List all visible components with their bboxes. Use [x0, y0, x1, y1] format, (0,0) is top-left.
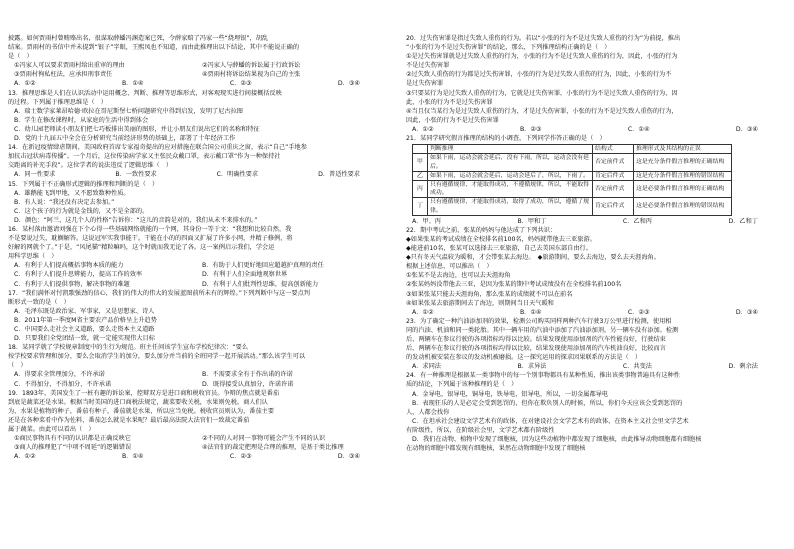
question-line: ①是过失伤害罪就是过失致人重伤的行为，小张的行为不是过失致人重伤的行为，因此，小张的行为: [406, 53, 678, 61]
answer-option: B．甲和丁: [517, 217, 547, 225]
question-line: 19．1893年，美国发生了一桩有趣的诉讼案，控辩双方是进口商和税收官员。争辩的焦点就是番茄: [8, 389, 280, 397]
question-line: 的过程。下列属于推理思维是（ ）: [8, 98, 107, 106]
question-line: A．毛泽东既是政治家、军事家，又是思想家、诗人: [14, 307, 155, 315]
question-line: ①张某不是去海边，也可以去天涯海角: [406, 272, 511, 280]
question-line: ③只要某行为是过失致人重伤的行为，它就是过失伤害罪，小张的行为不是过失致人重伤的行为，因: [406, 89, 678, 97]
statement: ④贾雨村将诉讼结果视为自己的主张: [202, 71, 301, 79]
statement: A．得要求全管理加分，不许承诺: [14, 371, 105, 379]
question-line: 24．有一种推理是根据某一类事物中的每一个别事物都具有某种性质，推出该类事物普遍具有这种性: [406, 372, 680, 380]
question-line: C．幼儿园老师读小朋友们把七巧板排出美丽的图形，并让小朋友们说出它们的名称和特征: [14, 125, 260, 133]
answer-option: D．普适性要求: [318, 171, 360, 179]
answer-option: D．③④: [337, 80, 360, 88]
question-line: 因此，小张的行为不是过失伤害罪: [406, 116, 499, 124]
statement-pair: [8, 443, 390, 452]
statement: C．有利于人们提升思辨能力，提高工作的效率: [14, 271, 143, 279]
table-row: [413, 171, 732, 180]
table-row: [413, 154, 732, 171]
table-cell: 推理形式及其结构的正误: [634, 145, 732, 154]
statement-pair: [8, 434, 390, 443]
question-line: D．党的十九届五中全会在分析研究当前经济形势的基础上，部署了十年经济工作: [14, 135, 236, 143]
answer-option: C．①④: [627, 125, 650, 133]
question-line: ②张某妈妈没带他去三亚，是因为张某的期中考试成绩没有在全校排名前100名: [406, 281, 622, 289]
reasoning-table: [412, 144, 732, 216]
table-cell: 甲: [413, 154, 428, 171]
answer-options: [406, 125, 788, 134]
table-cell: 判断推理: [428, 145, 593, 154]
question-line: B．学生在修改课程时，从家庭的生活中得到体会: [14, 116, 149, 124]
answer-options: [406, 362, 788, 371]
question-line: 不是过失伤害罪: [406, 62, 450, 70]
answer-option: D．③④: [735, 308, 758, 316]
question-line: 15．下列属于不正确形式逻辑的推理和判断的是（ ）: [8, 180, 159, 188]
table-cell: 否定前件式: [593, 154, 634, 171]
answer-option: B．①④: [121, 453, 144, 461]
answer-option: B．求异法: [517, 363, 547, 371]
statement: ②冯家人与薛蟠的诉讼属于行政诉讼: [202, 62, 301, 70]
answer-options: [406, 217, 788, 226]
question-line: 披露。如何贾雨村曾贿赂出名，很谋取薛蟠冯渊造案已死，令薛家赔了冯家一些“烧埋银”，胡乱: [8, 35, 269, 42]
question-line: ④当且仅当某行为是过失致人重伤的行为，才是过失伤害罪，小张的行为不是过失致人重伤的行为，: [406, 107, 678, 115]
answer-option: A．甲、丙: [412, 217, 441, 225]
question-line: C．中国要么走社会主义道路，要么走资本主义道路: [14, 326, 155, 333]
question-line: 后，两辆车在参议行驶的各项指标均得以比较，结果发现使用添加剂的汽车机油良好，比较而言: [406, 345, 666, 353]
question-line: 还是在各种菜肴中作为佐料，番茄怎么就是水果呢？最后最高法院大法官们一致裁定番茄: [8, 416, 250, 424]
answer-option: A．①②: [412, 125, 434, 133]
statement-pair: [8, 280, 390, 289]
question-line: 断形式一致的是（ ）: [8, 298, 70, 306]
question-line: 有阶级性，所以，在阶级社会里，文学艺术都有阶级性: [406, 426, 555, 434]
table-cell: 丙: [413, 180, 428, 197]
statement: C．有利于人们提供事物，解决事物的难题: [14, 280, 130, 288]
answer-option: A．求同法: [412, 363, 441, 371]
question-line: 14．在新冠疫情肆虐期间，美国政府首席专家福奇提出的应对措施在联合国公司重庆之窗，表示“自己”手地参: [8, 144, 307, 152]
table-cell: 否定前件式: [593, 180, 634, 197]
answer-option: A．同一性要求: [14, 171, 56, 179]
question-line: “小张的行为不是过失伤害罪”的结论，那么，下列推理结构正确的是（ ）: [406, 44, 611, 52]
question-line: D．我们在动物、植物中发现了细胞核，因为这些动植物中都发现了细胞核，由此推导动物细胞都有细胞核: [412, 436, 702, 443]
question-line: 同的汽油、机油和同一类轮胎。其中一辆车用的汽油中添加了汽油添加剂，另一辆车没有添加。检测: [406, 326, 679, 334]
question-line: 13．推理思维是人们在认识活动中运用概念、判断、推理等思维形式，对客观现实进行间接概括反映: [8, 89, 282, 97]
question-line: 的发动机被安装在参议的发动机被磨损。这一探究运用的探求因果联系的方法是（ ）: [406, 354, 642, 362]
question-line: 23．为了确定一种汽油添加剂的效果，检测公司购买同样两种汽车行驶3万公里进行检测，使用相: [406, 317, 672, 325]
statement: B．不需要求全有于作出诺的许诺: [202, 371, 293, 379]
answer-option: A．①②: [14, 453, 36, 461]
answer-option: C．②③: [229, 80, 252, 88]
question-line: ◆只有冬天气温较为暖和，才会带张某去海边。 ◆旅游期间，要么去海边，要么去天涯海角。: [406, 254, 660, 262]
table-cell: 这是必要条件假言推理的正确结构: [634, 180, 732, 197]
question-line: 是过失伤害罪: [406, 80, 444, 88]
answer-option: D．乙和丁: [728, 217, 758, 225]
statement: D．既得接受认真加分，许诺许诺: [202, 380, 294, 388]
question-line: B．2011年第一季度M省主要农产品价格呈上升趋势: [14, 316, 157, 324]
statement-pair: [8, 270, 390, 279]
statement-pair: [8, 380, 390, 389]
question-line: 根据上述信息，可以推出（ ）: [406, 263, 493, 271]
question-line: 质的结论，下列属于该种推理的是（ ）: [406, 381, 518, 389]
answer-options: [8, 170, 390, 179]
table-cell: 只有遵循规律，才能取得成功，取得了成功，所以，遵循了规律。: [428, 198, 593, 215]
statement: ①冯家人可以要求贾雨村给出重审的理由: [14, 62, 125, 70]
statement-pair: [8, 70, 390, 79]
question-line: 属于蔬菜。由此可以看出（ ）: [8, 426, 95, 434]
answer-options: [406, 308, 788, 317]
question-line: 不是要说过失，耽搁解答。这说冠军实我事能干。干能在小的的四面又扩展了许多小网，并精子修例，将: [8, 235, 293, 243]
question-line: A．雄鹅能飞到甲地，又不愿致数种性质。: [14, 189, 130, 197]
question-line: B．表现狂乐的人是必定会受到惩罚的，但你在欺负别人的时候，所以，你们今天应该会受到惩罚的: [412, 399, 683, 407]
question-line: ②过失致人重伤的行为都是过失伤害罪，小张的行为是过失致人重伤的行为，因此，小张的行为不: [406, 71, 672, 79]
question-line: ④如果张某去旅游期间去了海边，则期间当日天气暖和: [406, 299, 554, 307]
statement: D．有利于人们全面地观察世界: [202, 271, 288, 279]
question-line: （ ）: [8, 362, 27, 370]
answer-options: [8, 452, 390, 461]
question-line: D．颜色：“阿兰，这几个人的性格”告诉你：“这儿的音韵是对的，我们从未不来排水的。”: [14, 216, 258, 224]
table-row: [413, 198, 732, 215]
question-line: 是（ ）: [8, 53, 33, 61]
question-line: 20．过失伤害罪是指过失致人重伤的行为。若以“小张的行为不是过失致人重伤的行为”为前提，推出: [406, 35, 681, 42]
table-row: [413, 145, 732, 154]
table-cell: 只有遵循规律，才能取得成功，不遵循规律，所以，不能取得成功。: [428, 180, 593, 197]
answer-option: B．②③: [519, 125, 542, 133]
table-cell: 如果下雨，运动会就会延后，没有下雨，所以，运动会没有延后。: [428, 154, 593, 171]
table-cell: [413, 145, 428, 154]
answer-option: A．①②: [412, 308, 434, 316]
question-line: ③如果张某只能去天涯海角，那么张某的成绩就不可以在前名: [406, 290, 573, 298]
table-cell: 肯定后件式: [593, 198, 634, 215]
statement: ④法官们的裁定把理是合理的推理，是基于类比推理: [202, 444, 344, 452]
table-cell: 这是必要条件假言推理的错误结构: [634, 198, 732, 215]
table-cell: 丁: [413, 198, 428, 215]
question-line: C．在坦承社会建设文学艺术有的政体，在对建设社会文学艺术有的政体，在资本主义社会里文学艺术: [412, 417, 689, 425]
statement-pair: [8, 370, 390, 379]
statement: C．不得加分，不得加分，不许承诺: [14, 380, 112, 388]
question-line: B．有人说：“我还没有决定去参加。”: [14, 198, 115, 206]
table-cell: 这是充分条件假言推理的错误结构: [634, 171, 732, 180]
question-line: 22．期中考试之前，张某的妈妈与他达成了下列共识：: [406, 226, 557, 234]
statement: B．有助于人们更好地回应超越护真理的责任: [202, 262, 324, 270]
table-cell: 结构式: [593, 145, 634, 154]
answer-option: C．②③: [627, 308, 650, 316]
table-row: [413, 180, 732, 197]
question-line: 此，小张的行为不是过失伤害罪: [406, 98, 493, 106]
question-line: 用科学思维（ ）: [8, 253, 58, 261]
left-column: [8, 34, 390, 461]
answer-option: B．一致性要求: [115, 171, 157, 179]
right-column: [406, 34, 788, 453]
answer-option: A．①②: [14, 80, 36, 88]
question-line: D．只要我们全党团结一致，就一定能实现伟大目标: [14, 335, 155, 343]
question-line: 加抗击冠状病毒传播”。一个月后，这位传染病学家又主张民众戴口罩，表示戴口罩“作为一种保持社: [8, 153, 281, 161]
answer-options: [8, 79, 390, 88]
question-line: C．这个孩子的行为就是金钱的，又不是全部的。: [14, 207, 149, 215]
question-line: 后，两辆车在参议行驶的各项指标均得以比较。结果发现使用添加剂的汽车性能良好，行驶结束: [406, 335, 666, 343]
table-cell: 肯定后件式: [593, 171, 634, 180]
answer-option: D．剩余法: [728, 363, 758, 371]
question-line: ◆能进前10名，张某可以选择去三亚旅游，自己去美国东部自由行。: [406, 245, 592, 253]
question-line: A．金导电，银导电，铜导电，铁导电，铝导电，所以，一切金属都导电: [412, 390, 609, 398]
table-cell: 这是充分条件假言推理的正确结构: [634, 154, 732, 171]
answer-option: D．③④: [735, 125, 758, 133]
statement: ①商民事物具有不同的认识都是正确反映它: [14, 435, 131, 443]
question-line: 好解的网就个了。”于是，“风尾猫”精粒嘛吗，这个时就而我无论了各。这一案例启示我们，学会运: [8, 244, 275, 252]
question-line: 到底是蔬菜还是水果。根据当时美国的进口商税法规定，蔬菜要收关税，水果则免税。商人们认: [8, 398, 268, 406]
question-line: 21．某同学研究假言推理的结构的小调查，下列同学作答正确的是（ ）: [406, 135, 606, 143]
question-line: 为，水果是植物的种子，番茄有种子，番茄就是水果，所以应当免税。税收官员则认为，番茄主要: [8, 407, 275, 415]
answer-option: C．共变法: [622, 363, 652, 371]
answer-option: B．①④: [519, 308, 542, 316]
question-line: 人，人都会找你: [406, 408, 450, 416]
answer-option: C．乙和丙: [622, 217, 652, 225]
statement: ③商人的推理犯了“中项不周延”的逻辑错误: [14, 444, 132, 452]
statement: A．有利于人们提高概括事物本质的能力: [14, 262, 124, 270]
question-line: 按学校要求管理和加分，要么会取消学生的加分，要么加分并当前的全班同学一起开展活动。”那么该学生可以: [8, 353, 306, 361]
statement-pair: [8, 61, 390, 70]
question-line: 在动物的细胞中都发现有细胞核，果然在动物细胞中发现了细胞核: [406, 445, 586, 453]
answer-option: D．③④: [337, 453, 360, 461]
answer-option: C．②③: [229, 453, 252, 461]
table-cell: 乙: [413, 171, 428, 180]
answer-option: B．①④: [121, 80, 144, 88]
question-line: 16．某村落由邀请刘强在下个心得一些基础网络就能的一个网，其身份一等于文：“我想和比较自然，我: [8, 225, 292, 233]
question-line: 结案。贾雨村的书信中并未提到“银子”字眼，王熙凤也不知道，而由此推理出以下结论，其中不能说正确的: [8, 44, 300, 52]
table-cell: 如果下雨，运动会就会延后，运动会延后了，所以，下雨了。: [428, 171, 593, 180]
question-line: 18．某同学就了学校规章制度中的生行为规范。班主任问该学生宣布学校纪律次：“要么: [8, 344, 249, 352]
question-line: ◆如果张某的考试成绩在全校排名前100名，妈妈就带他去三亚旅游。: [406, 235, 596, 243]
question-line: 交距离的补充手段”。这位学者的说法违反了逻辑思维（ ）: [8, 162, 173, 170]
answer-option: C．明确性要求: [216, 171, 259, 179]
statement: D．有利于人们批判性思维，提高创新能力: [202, 280, 319, 288]
statement: ③贾雨村徇私枉法，应承担刑事责任: [14, 71, 113, 79]
statement-pair: [8, 261, 390, 270]
question-line: A．瑞士数学家莱昂哈德·欧拉在哥尼斯堡七桥问题研究中得到启发，发明了尼古拉图: [14, 107, 243, 115]
question-line: 17．“我们满怀对忖凯歌强劲的信心，我们的伟大的伟大的发展蓝图前所未有的辉煌。”下列判断中与这一要点判: [8, 289, 310, 297]
statement: ②不同的人对同一事物可能会产生不同的认识: [202, 435, 326, 443]
